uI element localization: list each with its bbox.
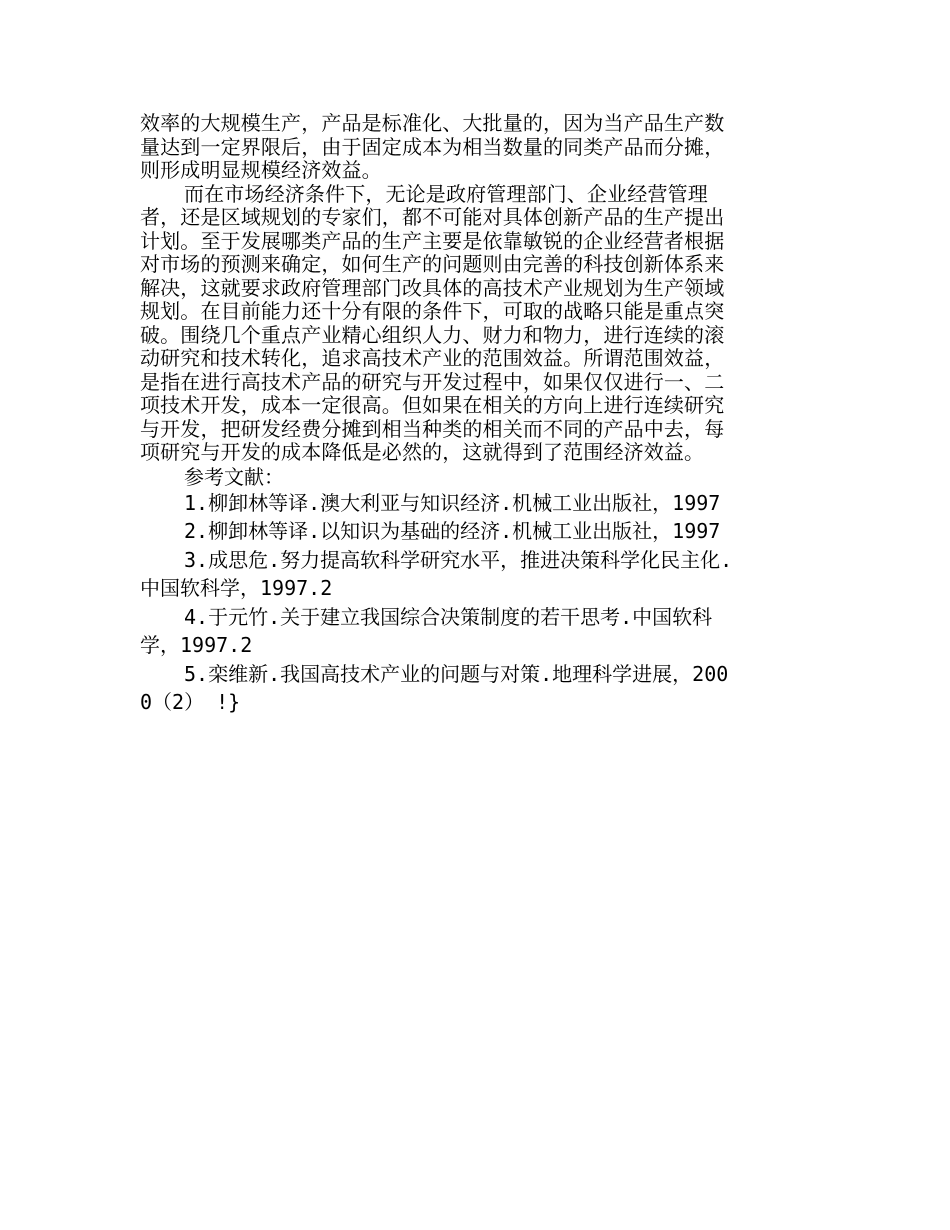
document-page	[140, 112, 740, 717]
body-paragraph-1: 效率的大规模生产，产品是标准化、大批量的，因为当产品生产数量达到一定界限后，由于固定成本为相当数量的同类产品而分摊，则形成明显规模经济效益。	[140, 111, 725, 182]
reference-item-1: 1.柳卸林等译.澳大利亚与知识经济.机械工业出版社，1997	[184, 490, 721, 515]
reference-item-4: 4.于元竹.关于建立我国综合决策制度的若干思考.中国软科学，1997.2	[140, 604, 713, 657]
reference-item-3: 3.成思危.努力提高软科学研究水平，推进决策科学化民主化.中国软科学，1997.2	[140, 547, 733, 600]
references-heading: 参考文献：	[184, 464, 284, 489]
reference-item-2: 2.柳卸林等译.以知识为基础的经济.机械工业出版社，1997	[184, 519, 721, 543]
references-list	[140, 489, 740, 717]
body-paragraph-2: 而在市场经济条件下，无论是政府管理部门、企业经营管理者，还是区域规划的专家们，都不可能对具体创新产品的生产提出计划。至于发展哪类产品的生产主要是依靠敏锐的企业经营者根据对市场的预测来确定，如何生产的问题则由完善的科技创新体系来解决，这就要求政府管理部门改具体的高技术产业规划为生产领域规划。在目前能力还十分有限的条件下，可取的战略只能是重点突破。围绕几个重点产业精心组织人力、财力和物力，进行连续的滚动研究和技术转化，追求高技术产业的范围效益。所谓范围效益，是指在进行高技术产品的研究与开发过程中，如果仅仅进行一、二项技术开发，成本一定很高。但如果在相关的方向上进行连续研究与开发，把研发经费分摊到相当种类的相关而不同的产品中去，每项研究与开发的成本降低是必然的，这就得到了范围经济效益。	[140, 181, 725, 464]
reference-item-5: 5.栾维新.我国高技术产业的问题与对策.地理科学进展，2000（2） !}	[140, 661, 729, 714]
